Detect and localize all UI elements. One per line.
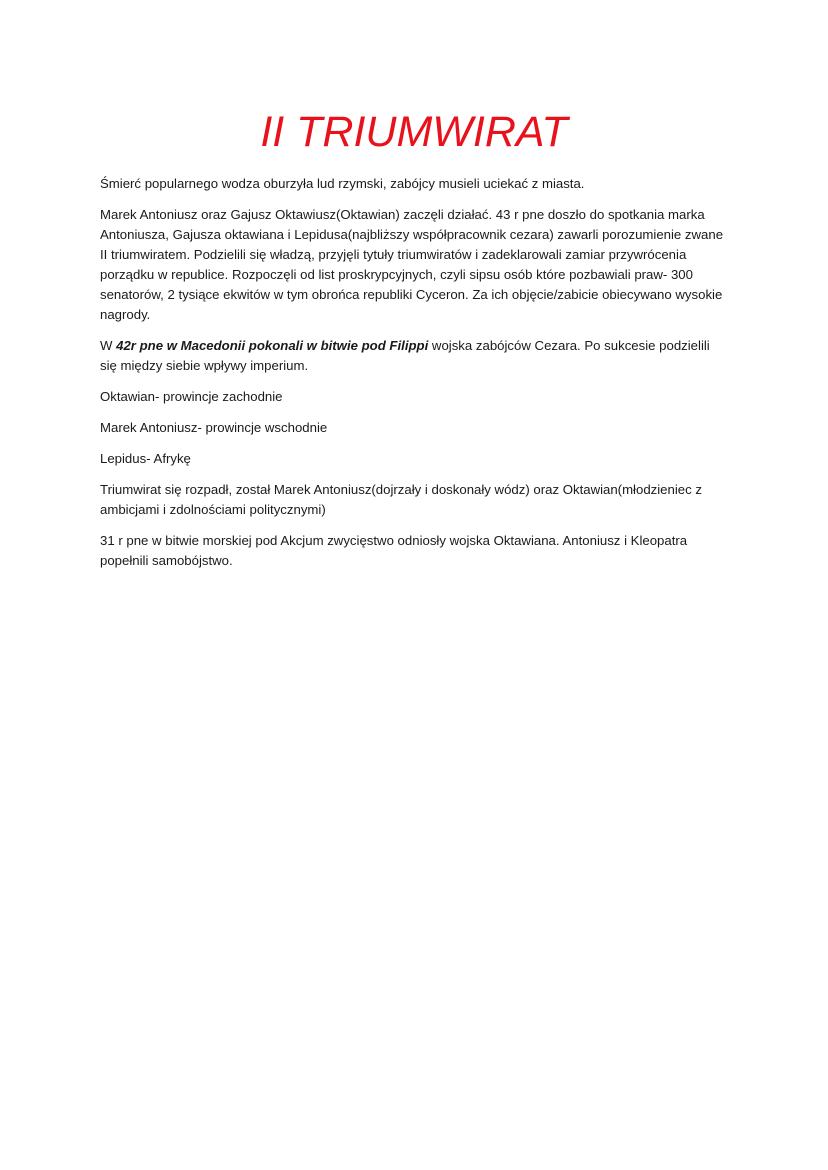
battle-prefix: W — [100, 338, 117, 353]
paragraph-actium-battle: 31 r pne w bitwie morskiej pod Akcjum zwycięstwo odniosły wojska Oktawiana. Antoniusz i Kleopatra popełnili samobójstwo. — [100, 533, 688, 568]
document-title: II TRIUMWIRAT — [260, 108, 568, 156]
province-africa: Lepidus- Afrykę — [100, 451, 191, 466]
province-west: Oktawian- prowincje zachodnie — [100, 389, 283, 404]
battle-suffix: wojska zabójców Cezara. Po sukcesie podzielili się między siebie wpływy imperium. — [100, 338, 710, 373]
battle-emphasis: 42r pne w Macedonii pokonali w bitwie pod Filippi — [116, 338, 429, 353]
paragraph-triumvirate-formation: Marek Antoniusz oraz Gajusz Oktawiusz(Oktawian) zaczęli działać. 43 r pne doszło do spotkania marka Antoniusza, Gajusza oktawiana i Lepidusa(najbliższy współpracownik cezara) zawarli porozumienie zwane II triumwiratem. Podzielili się władzą, przyjęli tytuły triumwiratów i zadeklarowali zamiar przywrócenia porządku w republice. Rozpoczęli od list proskrypcyjnych, czyli sipsu osób które pozbawiali praw- 300 senatorów, 2 tysiące ekwitów w tym obrońca republiki Cyceron. Za ich objęcie/zabicie obiecywano wysokie nagrody. — [100, 207, 724, 322]
province-east: Marek Antoniusz- prowincje wschodnie — [100, 420, 328, 435]
paragraph-triumvirate-collapse: Triumwirat się rozpadł, został Marek Antoniusz(dojrzały i doskonały wódz) oraz Oktawian(młodzieniec z ambicjami i zdolnościami politycznymi) — [100, 482, 702, 517]
paragraph-philippi-battle — [100, 336, 728, 376]
paragraph-death-reaction: Śmierć popularnego wodza oburzyła lud rzymski, zabójcy musieli uciekać z miasta. — [100, 176, 585, 191]
